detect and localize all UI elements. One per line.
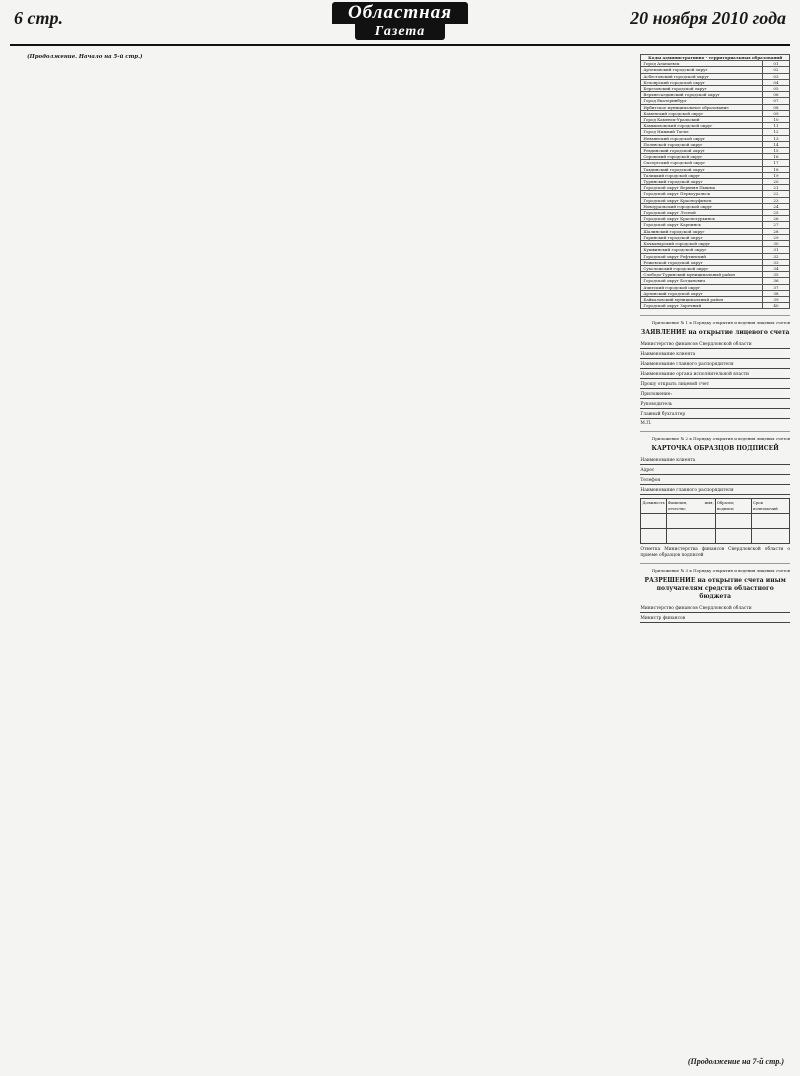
territory-name: Режевской городской округ [641, 259, 763, 265]
territory-name: Городской округ Красноуфимск [641, 197, 763, 203]
table-header: Коды административно - территориальных образований [641, 55, 790, 61]
territory-code: 39 [762, 296, 789, 302]
territory-code: 29 [762, 234, 789, 240]
territory-code: 30 [762, 241, 789, 247]
form-field-label: Министерство финансов Свердловской области [640, 342, 752, 348]
territory-name: Туринский городской округ [641, 179, 763, 185]
territory-code: 17 [762, 160, 789, 166]
territory-name: Городской округ Первоуральск [641, 191, 763, 197]
form-field-line [640, 371, 790, 379]
territory-name: Артинский городской округ [641, 290, 763, 296]
form-3-fields [640, 605, 790, 623]
territory-name: Город Каменск-Уральский [641, 117, 763, 123]
form-3 [640, 563, 790, 623]
column-4 [483, 54, 633, 1066]
page-number: 6 стр. [14, 8, 63, 28]
territory-code: 05 [762, 86, 789, 92]
form-2 [640, 431, 790, 559]
territory-name: Новоуральский городской округ [641, 203, 763, 209]
form-field-line [640, 361, 790, 369]
form-field-label: Министерство финансов Свердловской области [640, 606, 752, 612]
territory-name: Ирбитское муниципальное образование [641, 104, 763, 110]
territory-name: Городской округ Лесной [641, 210, 763, 216]
territory-name: Ачитский городской округ [641, 284, 763, 290]
form-field-label: Наименование клиента [640, 352, 696, 358]
logo-bottom: Газета [355, 24, 445, 40]
territory-code: 07 [762, 98, 789, 104]
territory-code: 01 [762, 61, 789, 67]
territory-name: Каменский городской округ [641, 110, 763, 116]
form-field-label: Приложение: [640, 392, 672, 398]
territory-name: Слободо-Туринский муниципальный район [641, 272, 763, 278]
territory-name: Артемовский городской округ [641, 67, 763, 73]
territory-code: 20 [762, 179, 789, 185]
column-1 [10, 54, 160, 1066]
territory-code: 14 [762, 141, 789, 147]
territory-code: 02 [762, 67, 789, 73]
form-field-line [640, 351, 790, 359]
territory-name: Городской округ Рефтинский [641, 253, 763, 259]
territory-code: 12 [762, 129, 789, 135]
territory-code: 19 [762, 172, 789, 178]
territory-code: 34 [762, 265, 789, 271]
form-field-line [640, 457, 790, 465]
table-row [641, 303, 790, 309]
form-field-label: Наименование органа исполнительной власти [640, 372, 749, 378]
territory-name: Камышловский городской округ [641, 123, 763, 129]
territory-name: Кушвинский городской округ [641, 247, 763, 253]
form-field-label: Наименование главного распорядителя [640, 362, 734, 368]
form-2-title: КАРТОЧКА ОБРАЗЦОВ ПОДПИСЕЙ [651, 445, 779, 453]
territory-name: Асбестовский городской округ [641, 73, 763, 79]
territory-code: 35 [762, 272, 789, 278]
form-field-line [640, 341, 790, 349]
territory-name: Городской округ Богданович [641, 278, 763, 284]
form-3-caption: Приложение № 3 к Порядку открытия и ведения лицевых счетов [651, 568, 790, 574]
territory-name: Серовский городской округ [641, 154, 763, 160]
form-field-line [640, 381, 790, 389]
column-5-forms [640, 54, 790, 1066]
form-field-line [640, 391, 790, 399]
territory-code: 11 [762, 123, 789, 129]
territory-name: Тавдинский городской округ [641, 166, 763, 172]
form-field-label: Наименование клиента [640, 458, 696, 464]
form-field-label: Наименование главного распорядителя [640, 488, 734, 494]
territory-code: 18 [762, 166, 789, 172]
form-field-line [640, 487, 790, 495]
territory-code: 37 [762, 284, 789, 290]
territory-codes-table [640, 54, 790, 309]
form-2-caption: Приложение № 2 к Порядку открытия и ведения лицевых счетов [651, 436, 790, 442]
continued-note: (Продолжение на 7-й стр.) [687, 1057, 784, 1066]
territory-name: Сухоложский городской округ [641, 265, 763, 271]
territory-name: Шалинский городской округ [641, 228, 763, 234]
form-1-signatures [640, 401, 790, 419]
form-field-label: Министр финансов [640, 616, 686, 622]
territory-name: Городской округ Заречный [641, 303, 763, 309]
form-2-fields [640, 457, 790, 495]
territory-name: Сысертский городской округ [641, 160, 763, 166]
territory-name: Городской округ Краснотурьинск [641, 216, 763, 222]
territory-name: Байкаловский муниципальный район [641, 296, 763, 302]
territory-code: 33 [762, 259, 789, 265]
column-3 [325, 54, 475, 1066]
column-2 [168, 54, 318, 1066]
territory-code: 15 [762, 148, 789, 154]
territory-code: 23 [762, 197, 789, 203]
territory-name: Качканарский городской округ [641, 241, 763, 247]
territory-code: 03 [762, 73, 789, 79]
territory-code: 26 [762, 216, 789, 222]
masthead [10, 0, 790, 46]
territory-code: 04 [762, 79, 789, 85]
grid-column-header: Срок полномочий [751, 499, 789, 514]
signature-grid [640, 498, 790, 544]
form-field-label: Главный бухгалтер [640, 412, 686, 418]
newspaper-logo [332, 2, 468, 40]
territory-code: 21 [762, 185, 789, 191]
form-1-stamp: М.П. [640, 421, 652, 427]
territory-name: Березовский городской округ [641, 86, 763, 92]
form-field-line [640, 401, 790, 409]
grid-column-header: Должность [641, 499, 666, 514]
territory-name: Невьянский городской округ [641, 135, 763, 141]
territory-code: 28 [762, 228, 789, 234]
form-field-line [640, 467, 790, 475]
territory-code: 40 [762, 303, 789, 309]
form-field-label: Руководитель [640, 402, 673, 408]
issue-date: 20 ноября 2010 года [630, 8, 786, 28]
territory-code: 24 [762, 203, 789, 209]
territory-code: 09 [762, 110, 789, 116]
territory-name: Город Алапаевск [641, 61, 763, 67]
grid-column-header: Образец подписи [715, 499, 751, 514]
territory-name: Белоярский городской округ [641, 79, 763, 85]
article-lead: (Продолжение. Начало на 5-й стр.) [27, 54, 143, 60]
territory-code: 16 [762, 154, 789, 160]
form-field-label: Адрес [640, 468, 655, 474]
territory-code: 25 [762, 210, 789, 216]
form-field-label: Телефон [640, 478, 661, 484]
territory-name: Полевской городской округ [641, 141, 763, 147]
form-1-caption: Приложение № 1 к Порядку открытия и ведения лицевых счетов [651, 320, 790, 326]
form-1 [640, 315, 790, 427]
form-3-title: РАЗРЕШЕНИЕ на открытие счета иным получателям средств областного бюджета [644, 577, 786, 601]
territory-name: Городской округ Карпинск [641, 222, 763, 228]
logo-top: Областная [332, 2, 468, 24]
territory-name: Ревдинский городской округ [641, 148, 763, 154]
article-columns [10, 54, 790, 1066]
territory-code: 32 [762, 253, 789, 259]
form-field-line [640, 411, 790, 419]
territory-code: 38 [762, 290, 789, 296]
form-1-title: ЗАЯВЛЕНИЕ на открытие лицевого счета [640, 329, 790, 337]
grid-column-header: Фамилия, имя, отчество [666, 499, 715, 514]
form-field-label: Прошу открыть лицевой счет [640, 382, 710, 388]
form-field-line [640, 605, 790, 613]
territory-name: Гаринский городской округ [641, 234, 763, 240]
territory-code: 36 [762, 278, 789, 284]
territory-code: 13 [762, 135, 789, 141]
form-1-fields [640, 341, 790, 399]
territory-code: 22 [762, 191, 789, 197]
form-field-line [640, 615, 790, 623]
territory-code: 06 [762, 92, 789, 98]
territory-name: Верхнесалдинский городской округ [641, 92, 763, 98]
territory-name: Талицкий городской округ [641, 172, 763, 178]
territory-code: 27 [762, 222, 789, 228]
territory-name: Город Нижний Тагил [641, 129, 763, 135]
form-2-mark: Отметка Министерства финансов Свердловской области о приеме образцов подписей [640, 547, 790, 559]
form-field-line [640, 477, 790, 485]
territory-code: 08 [762, 104, 789, 110]
territory-code: 31 [762, 247, 789, 253]
territory-name: Городской округ Верхняя Пышма [641, 185, 763, 191]
territory-code: 10 [762, 117, 789, 123]
territory-name: Город Екатеринбург [641, 98, 763, 104]
